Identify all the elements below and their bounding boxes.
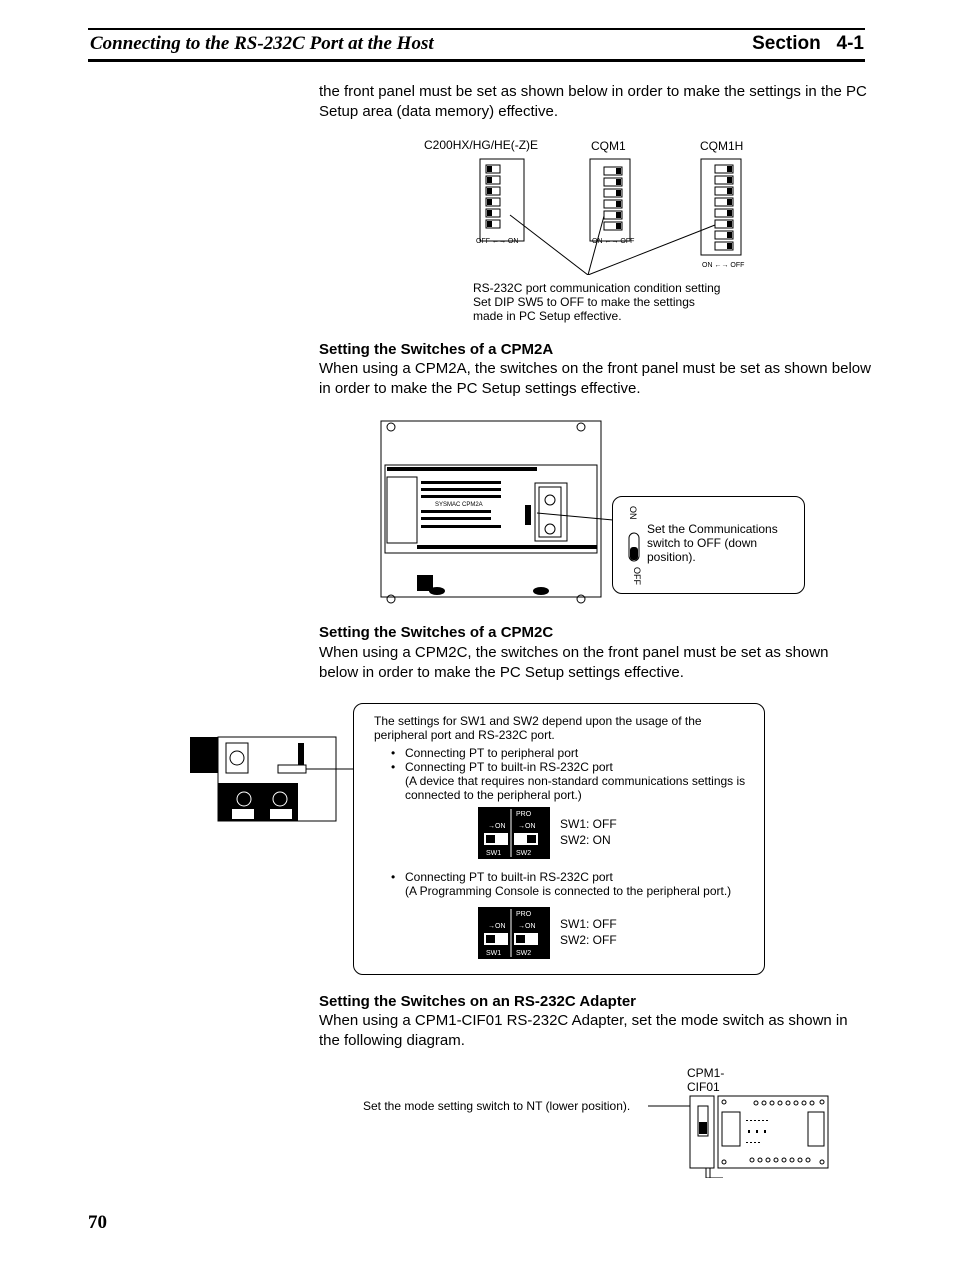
- cpm2c-setting-2: SW1: OFF SW2: OFF: [560, 917, 617, 947]
- leader-line-cqm1h: [588, 225, 715, 275]
- bullet-item: • Connecting PT to peripheral port: [389, 746, 759, 760]
- page-header-title: Connecting to the RS-232C Port at the Host: [90, 33, 434, 54]
- cpm2c-callout-box: [353, 703, 765, 975]
- sw1-off-lever: [486, 935, 495, 943]
- page-number: 70: [88, 1212, 107, 1233]
- cpm2a-toggle-switch-icon: [621, 503, 647, 587]
- sw2-on-lever: [527, 835, 536, 843]
- adapter-paragraph: When using a CPM1-CIF01 RS-232C Adapter, set the mode switch as shown in the following diagram.: [319, 1012, 848, 1049]
- cpm2c-callout-intro: The settings for SW1 and SW2 depend upon the usage of the peripheral port and RS-232C port.: [374, 714, 702, 742]
- cpm2c-switch-diagram-1: [478, 807, 550, 859]
- cpm2c-bullets-2: [389, 870, 759, 898]
- svg-text:→ON: →ON: [518, 923, 536, 930]
- cpm2c-dip-switch: [278, 765, 306, 773]
- cqm1h-on-off-label: ON ←→ OFF: [702, 262, 745, 269]
- cpm2a-unit-drawing: [377, 415, 617, 610]
- svg-text:PRO: PRO: [516, 811, 532, 818]
- cqm1h-switch-levers: [715, 165, 733, 250]
- fig1-dip-switch-diagram: [470, 155, 760, 275]
- c200hx-switch-levers: [486, 165, 500, 228]
- bullet-item: • Connecting PT to built-in RS-232C port: [389, 870, 759, 884]
- svg-text:→ON: →ON: [518, 823, 536, 830]
- svg-text:SW1: SW1: [486, 950, 502, 957]
- page-header-section: Section 4-1: [752, 33, 864, 54]
- svg-text:SW1: SW1: [486, 850, 502, 857]
- toggle-off-label: OFF: [632, 567, 642, 585]
- leader-line-c200hx: [510, 215, 588, 275]
- adapter-drawing: [648, 1092, 832, 1178]
- cpm2c-paragraph: When using a CPM2C, the switches on the front panel must be set as shown below in order to make the PC Setup settings effective.: [319, 644, 829, 681]
- adapter-callout-text: Set the mode setting switch to NT (lower position).: [363, 1099, 631, 1113]
- header-rule-top: [88, 28, 865, 30]
- adapter-heading: Setting the Switches on an RS-232C Adapter: [319, 993, 636, 1010]
- svg-text:→ON: →ON: [488, 923, 506, 930]
- cpm2c-switch-diagram-2: [478, 907, 550, 959]
- fig1-label-c200hx: C200HX/HG/HE(-Z)E: [424, 138, 539, 152]
- fig1-label-cqm1: CQM1: [591, 139, 626, 153]
- header-rule-bottom: [88, 59, 865, 62]
- cpm2a-heading: Setting the Switches of a CPM2A: [319, 341, 554, 358]
- cpm2c-setting-1: SW1: OFF SW2: ON: [560, 817, 617, 847]
- cpm2c-heading: Setting the Switches of a CPM2C: [319, 624, 554, 641]
- cpm2a-comm-switch: [525, 505, 531, 525]
- svg-text:SW2: SW2: [516, 950, 532, 957]
- svg-text:→ON: →ON: [488, 823, 506, 830]
- c200hx-off-on-label: OFF ←→ ON: [476, 238, 519, 245]
- fig1-caption: RS-232C port communication condition setting Set DIP SW5 to OFF to make the settings made in PC Setup effective.: [473, 281, 721, 323]
- cpm2c-bullets-1: [389, 746, 759, 802]
- bullet-continuation: (A device that requires non-standard communications settings is connected to the peripheral port.): [405, 774, 746, 802]
- cpm2a-callout-box: [612, 496, 805, 594]
- sw2-off-lever: [516, 935, 525, 943]
- cpm2a-panel-label: SYSMAC CPM2A: [435, 502, 483, 508]
- cpm2c-unit-drawing: [190, 735, 360, 825]
- fig1-label-cqm1h: CQM1H: [700, 139, 744, 153]
- svg-text:PRO: PRO: [516, 911, 532, 918]
- bullet-item: • Connecting PT to built-in RS-232C port: [389, 760, 759, 774]
- cqm1-on-off-label: ON ←→ OFF: [592, 238, 635, 245]
- adapter-model-label: CPM1- CIF01: [687, 1066, 725, 1094]
- intro-paragraph: the front panel must be set as shown below in order to make the settings in the PC Setup area (data memory) effective.: [319, 83, 867, 120]
- svg-text:SW2: SW2: [516, 850, 532, 857]
- cpm2a-paragraph: When using a CPM2A, the switches on the front panel must be set as shown below in order to make the PC Setup settings effective.: [319, 360, 871, 397]
- cpm2a-callout-text: Set the Communications switch to OFF (down position).: [647, 522, 778, 564]
- sw1-off-lever: [486, 835, 495, 843]
- bullet-continuation: (A Programming Console is connected to the peripheral port.): [405, 884, 732, 898]
- toggle-on-label: ON: [628, 506, 638, 520]
- cqm1-switch-levers: [604, 167, 622, 230]
